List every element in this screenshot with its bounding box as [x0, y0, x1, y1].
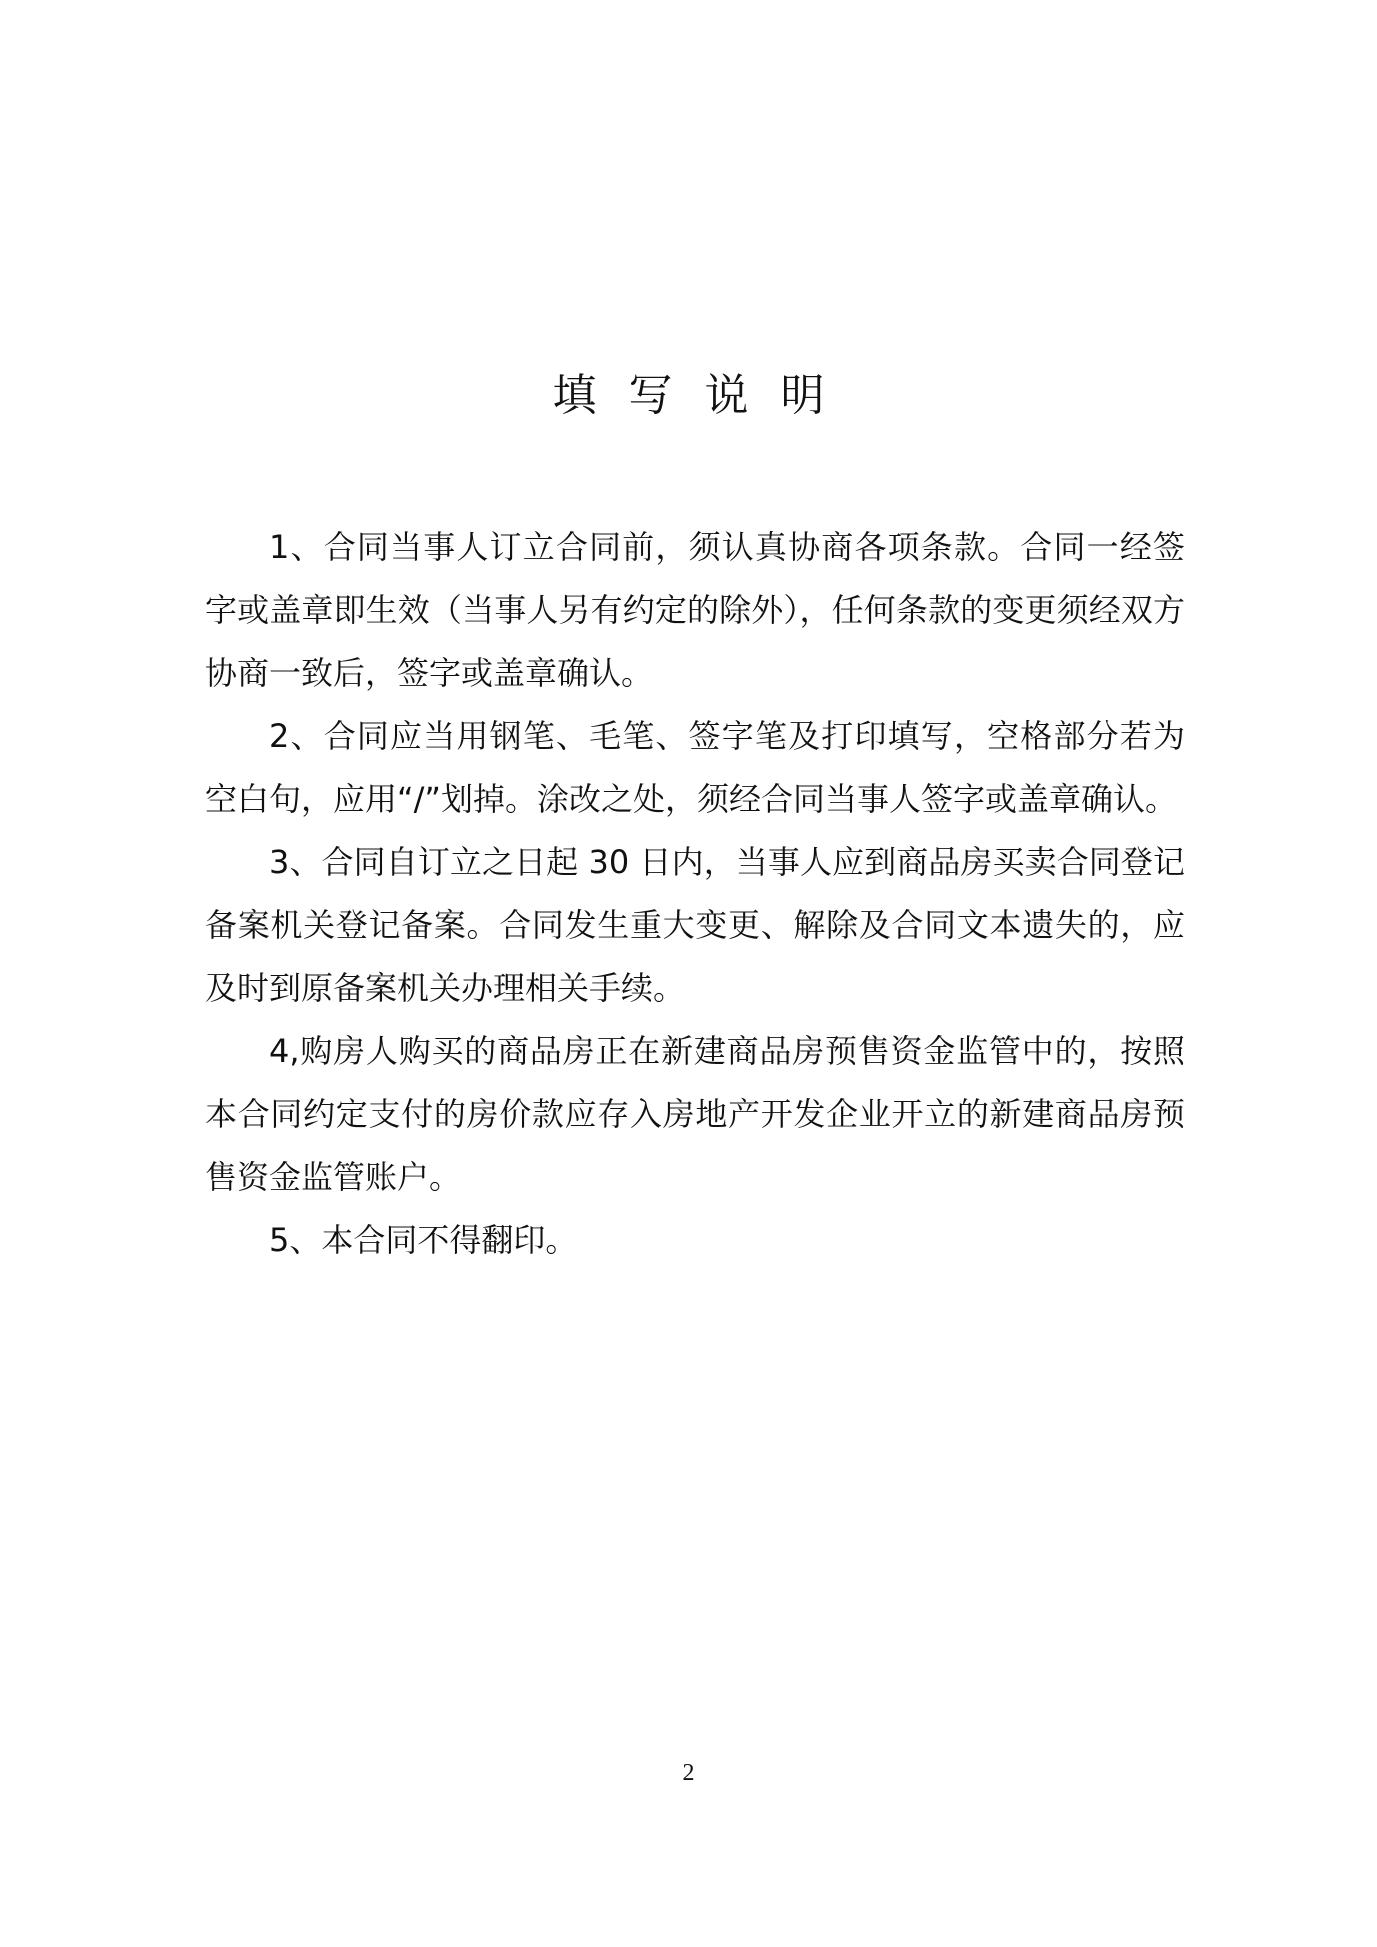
- instruction-paragraph-4: 4,购房人购买的商品房正在新建商品房预售资金监管中的，按照本合同约定支付的房价款应存入房地产开发企业开立的新建商品房预售资金监管账户。: [205, 1032, 1185, 1196]
- instruction-paragraph-3: 3、合同自订立之日起 30 日内，当事人应到商品房买卖合同登记备案机关登记备案。合同发生重大变更、解除及合同文本遗失的，应及时到原备案机关办理相关手续。: [205, 843, 1185, 1007]
- instruction-paragraph-1: 1、合同当事人订立合同前，须认真协商各项条款。合同一经签字或盖章即生效（当事人另有约定的除外），任何条款的变更须经双方协商一致后，签字或盖章确认。: [205, 528, 1185, 692]
- page-number: 2: [682, 1760, 695, 1786]
- instruction-paragraph-2: 2、合同应当用钢笔、毛笔、签字笔及打印填写，空格部分若为空白句，应用“/”划掉。涂改之处，须经合同当事人签字或盖章确认。: [205, 717, 1185, 818]
- instruction-paragraph-5: 5、本合同不得翻印。: [269, 1221, 578, 1259]
- instructions-body: [205, 516, 1185, 1272]
- page-title: 填写说明: [552, 370, 857, 421]
